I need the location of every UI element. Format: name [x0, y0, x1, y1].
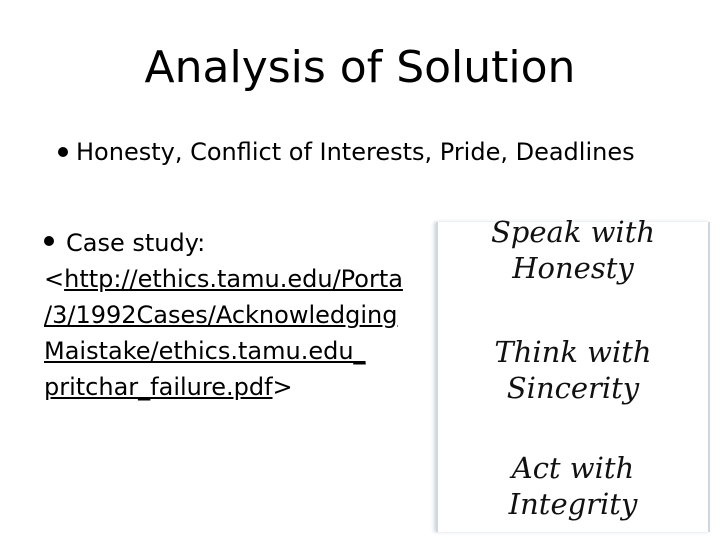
- motto-act-line1: Act with: [511, 451, 635, 485]
- bullet-text: Honesty, Conflict of Interests, Pride, Deadlines: [76, 138, 635, 166]
- case-study-link-part-4[interactable]: pritchar_failure.pdf: [44, 373, 273, 401]
- case-study-link-part-1[interactable]: http://ethics.tamu.edu/Porta: [64, 265, 403, 293]
- bullet-dot-icon: [44, 236, 54, 246]
- bullet-dot-icon: [58, 147, 68, 157]
- motto-think: [438, 334, 708, 406]
- motto-panel: [436, 215, 710, 532]
- case-study-block: [44, 225, 444, 405]
- case-link-line-2: [44, 297, 444, 333]
- case-link-line-3: [44, 333, 444, 369]
- motto-think-line2: Sincerity: [506, 371, 640, 405]
- case-study-link-part-3[interactable]: Maistake/ethics.tamu.edu_: [44, 337, 366, 365]
- case-study-link-part-2[interactable]: /3/1992Cases/Acknowledging: [44, 301, 398, 329]
- motto-speak: [438, 214, 708, 286]
- case-link-line-1: <http://ethics.tamu.edu/Porta: [44, 265, 403, 293]
- motto-act-line2: Integrity: [508, 487, 638, 521]
- case-link-line-4: pritchar_failure.pdf>: [44, 373, 293, 401]
- case-study-heading: [44, 225, 444, 261]
- motto-speak-line2: Honesty: [512, 251, 634, 285]
- motto-think-line1: Think with: [494, 335, 652, 369]
- slide-title: Analysis of Solution: [144, 42, 576, 93]
- motto-speak-line1: Speak with: [490, 215, 656, 249]
- motto-act: [438, 450, 708, 522]
- case-study-label: Case study:: [66, 229, 206, 257]
